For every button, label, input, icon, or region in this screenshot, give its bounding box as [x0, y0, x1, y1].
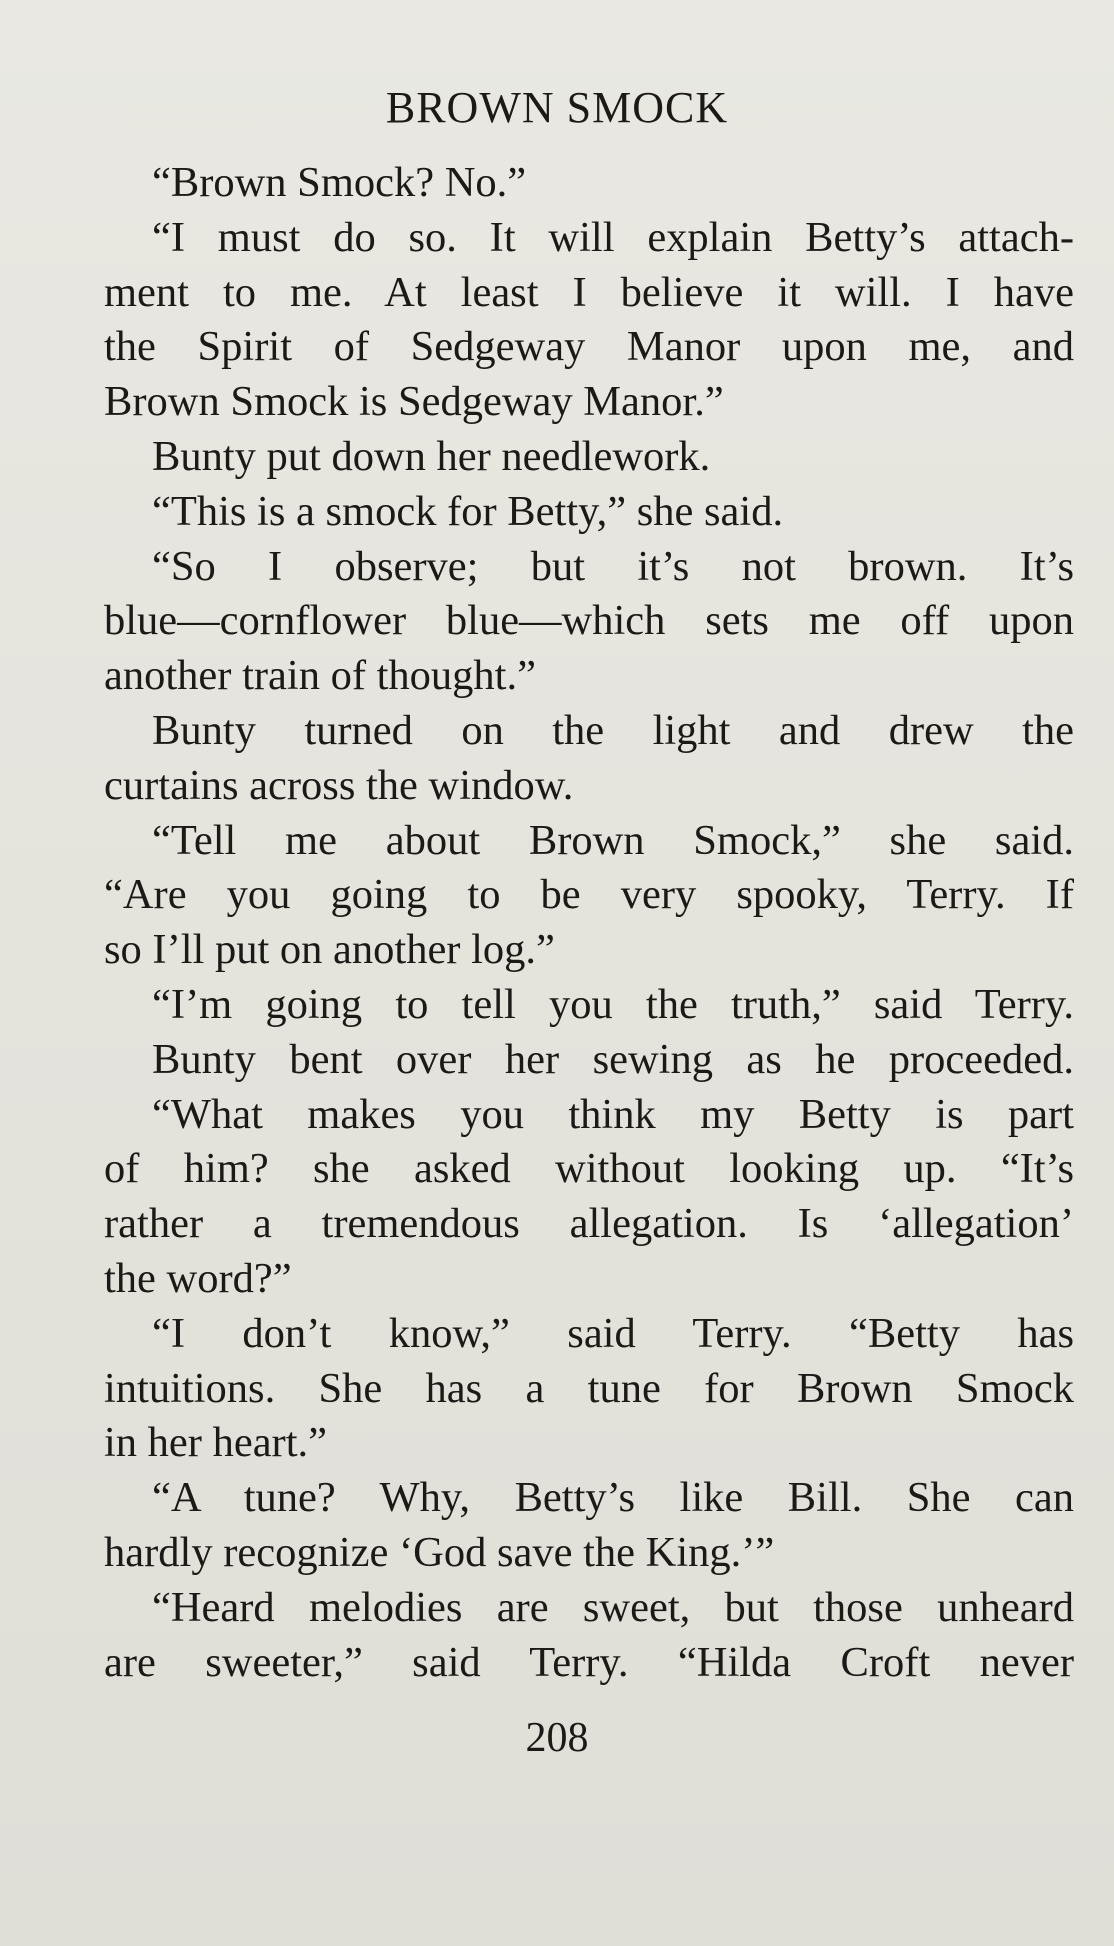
running-head: BROWN SMOCK	[385, 83, 729, 132]
text-line: the Spirit of Sedgeway Manor upon me, and	[104, 323, 1074, 371]
text-line: blue—cornflower blue—which sets me off upon	[104, 597, 1074, 645]
text-line: ment to me. At least I believe it will. I have	[104, 268, 1074, 316]
text-line: another train of thought.”	[104, 652, 536, 700]
text-line: hardly recognize ‘God save the King.’”	[104, 1528, 775, 1576]
text-line: in her heart.”	[104, 1419, 328, 1467]
text-line: “This is a smock for Betty,” she said.	[152, 487, 784, 535]
text-line: of him? she asked without looking up. “It’s	[104, 1145, 1074, 1193]
text-line: Bunty put down her needlework.	[152, 432, 711, 480]
text-line: “A tune? Why, Betty’s like Bill. She can	[152, 1474, 1074, 1522]
body-text	[104, 156, 1074, 1690]
text-line: “Heard melodies are sweet, but those unheard	[152, 1583, 1074, 1631]
text-line: rather a tremendous allegation. Is ‘allegation’	[104, 1200, 1074, 1248]
text-line: “I don’t know,” said Terry. “Betty has	[152, 1309, 1074, 1357]
text-line: “I’m going to tell you the truth,” said Terry.	[152, 980, 1074, 1028]
text-line: Bunty turned on the light and drew the	[152, 706, 1074, 754]
text-line: the word?”	[104, 1254, 292, 1302]
text-line: curtains across the window.	[104, 761, 574, 809]
text-line: are sweeter,” said Terry. “Hilda Croft never	[104, 1638, 1074, 1686]
text-line: so I’ll put on another log.”	[104, 926, 555, 974]
text-line: “Are you going to be very spooky, Terry. If	[104, 871, 1074, 919]
text-line: “What makes you think my Betty is part	[152, 1090, 1074, 1138]
text-line: “I must do so. It will explain Betty’s attach-	[152, 213, 1074, 261]
page-number: 208	[525, 1715, 589, 1761]
text-line: “Brown Smock? No.”	[152, 159, 527, 206]
text-line: “Tell me about Brown Smock,” she said.	[152, 816, 1074, 864]
text-line: Bunty bent over her sewing as he proceeded.	[152, 1035, 1074, 1083]
text-line: “So I observe; but it’s not brown. It’s	[152, 542, 1074, 590]
text-line: Brown Smock is Sedgeway Manor.”	[104, 378, 724, 426]
text-line: intuitions. She has a tune for Brown Smock	[104, 1364, 1074, 1412]
